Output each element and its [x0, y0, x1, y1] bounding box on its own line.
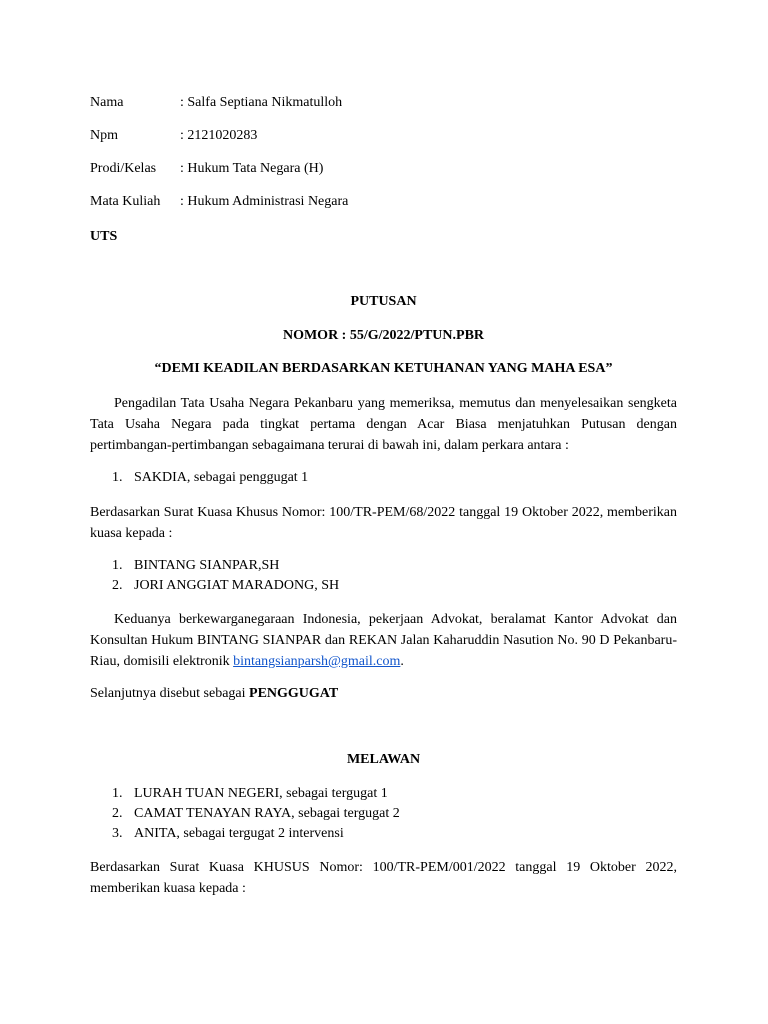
keduanya-end: . [400, 654, 404, 669]
info-row-nama [90, 94, 690, 127]
student-info [90, 94, 690, 226]
list-number: 2. [112, 806, 123, 821]
info-label: Npm [90, 128, 118, 143]
list-text: ANITA, sebagai tergugat 2 intervensi [134, 826, 344, 841]
info-value: : Hukum Tata Negara (H) [180, 161, 324, 176]
list-item [90, 804, 677, 824]
list-item [90, 556, 677, 576]
info-row-prodi [90, 160, 690, 193]
melawan-heading: MELAWAN [346, 752, 421, 767]
list-item [90, 576, 677, 596]
info-value: : Hukum Administrasi Negara [180, 194, 349, 209]
list-number: 1. [112, 558, 123, 573]
info-value: : 2121020283 [180, 128, 258, 143]
list-number: 1. [112, 786, 123, 801]
list-text: LURAH TUAN NEGERI, sebagai tergugat 1 [134, 786, 388, 801]
list-number: 1. [112, 470, 123, 485]
penggugat-list [90, 468, 677, 488]
info-label: Prodi/Kelas [90, 161, 157, 176]
list-item [90, 468, 677, 488]
list-text: JORI ANGGIAT MARADONG, SH [134, 578, 340, 593]
info-row-npm [90, 127, 690, 160]
email-link[interactable]: bintangsianparsh@gmail.com [233, 654, 401, 669]
title-nomor: NOMOR : 55/G/2022/PTUN.PBR [282, 328, 485, 343]
info-label: Mata Kuliah [90, 194, 161, 209]
selanjutnya-line [90, 683, 677, 704]
list-number: 3. [112, 826, 123, 841]
title-putusan: PUTUSAN [350, 294, 417, 309]
kuasa-paragraph-1: Berdasarkan Surat Kuasa Khusus Nomor: 100/TR-PEM/68/2022 tanggal 19 Oktober 2022, memberikan kuasa kepada : [90, 505, 677, 541]
info-row-mata-kuliah [90, 193, 690, 226]
list-text: CAMAT TENAYAN RAYA, sebagai tergugat 2 [134, 806, 400, 821]
list-text: BINTANG SIANPAR,SH [134, 558, 280, 573]
keduanya-paragraph [90, 609, 677, 672]
penggugat-label: PENGGUGAT [249, 686, 339, 701]
intro-paragraph: Pengadilan Tata Usaha Negara Pekanbaru yang memeriksa, memutus dan menyelesaikan sengketa Tata Usaha Negara pada tingkat pertama dengan Acar Biasa menjatuhkan Putusan dengan pertimbangan-pertimbangan sebagaimana terurai di bawah ini, dalam perkara antara : [90, 396, 677, 453]
uts-label: UTS [90, 229, 118, 244]
info-value: : Salfa Septiana Nikmatulloh [180, 95, 343, 110]
kuasa-paragraph-2: Berdasarkan Surat Kuasa KHUSUS Nomor: 100/TR-PEM/001/2022 tanggal 19 Oktober 2022, memberikan kuasa kepada : [90, 860, 677, 896]
list-item [90, 824, 677, 844]
list-item [90, 784, 677, 804]
info-label: Nama [90, 95, 124, 110]
kuasa-list-1 [90, 556, 677, 596]
list-text: SAKDIA, sebagai penggugat 1 [134, 470, 309, 485]
title-demi: “DEMI KEADILAN BERDASARKAN KETUHANAN YANG MAHA ESA” [154, 361, 613, 376]
selanjutnya-text: Selanjutnya disebut sebagai [90, 686, 250, 701]
list-number: 2. [112, 578, 123, 593]
tergugat-list [90, 784, 677, 844]
keduanya-text: Keduanya berkewarganegaraan Indonesia, pekerjaan Advokat, beralamat Kantor Advokat dan Konsultan Hukum BINTANG SIANPAR dan REKAN Jalan Kaharuddin Nasution No. 90 D Pekanbaru-Riau, domisili elektronik [90, 612, 677, 669]
